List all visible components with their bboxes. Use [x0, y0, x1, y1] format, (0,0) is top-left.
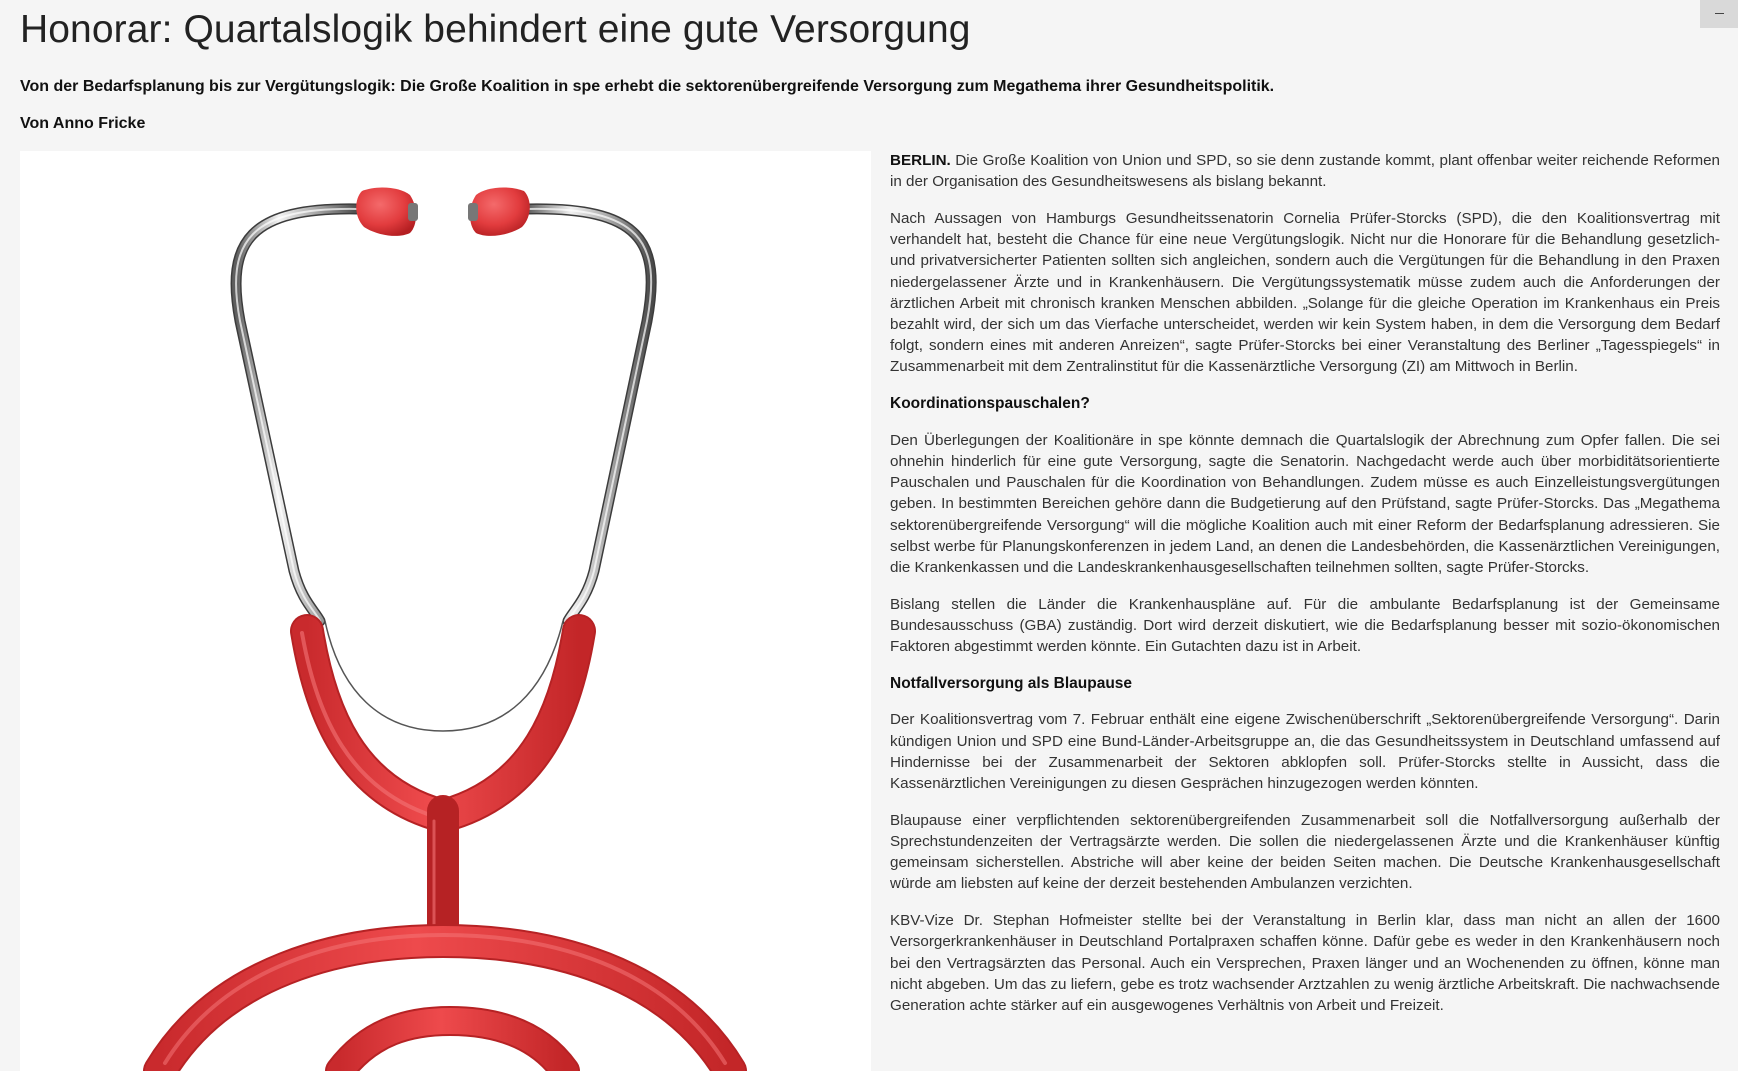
article-title: Honorar: Quartalslogik behindert eine gute Versorgung [20, 8, 971, 51]
article-body [890, 150, 1720, 1032]
article-paragraph: Nach Aussagen von Hamburgs Gesundheitssenatorin Cornelia Prüfer-Storcks (SPD), die den Koalitionsvertrag mit verhandelt hat, besteht die Chance für eine neue Vergütungslogik. Nicht nur die Honorare für die Behandlung gesetzlich- und privatversicherter Patienten sollten sich angleichen, sondern auch die Vergütungen für die Behandlung in den Praxen niedergelassener Ärzte und in Krankenhäusern. Die Vergütungssystematik müsse zudem auch die Anforderungen der ärztlichen Arbeit mit chronisch kranken Menschen abbilden. „Solange für die gleiche Operation im Krankenhaus ein Preis bezahlt wird, der sich um das Vierfache unterscheidet, werden wir kein System haben, in dem die Versorgung dem Bedarf folgt, sondern eines mit anderen Anreizen“, sagte Prüfer-Storcks bei einer Veranstaltung des Berliner „Tagesspiegels“ in Zusammenarbeit mit dem Zentralinstitut für die Kassenärztliche Versorgung (ZI) am Mittwoch in Berlin. [890, 209, 1720, 376]
article-paragraph: Der Koalitionsvertrag vom 7. Februar enthält eine eigene Zwischenüberschrift „Sektorenübergreifende Versorgung“. Darin kündigen Union und SPD eine Bund-Länder-Arbeitsgruppe an, die das Gesundheitssystem in Deutschland umfassend auf Hindernisse bei der Zusammenarbeit der Sektoren abklopfen soll. Prüfer-Storcks stellte in Aussicht, dass die Kassenärztlichen Vereinigungen zu diesen Gesprächen hinzugezogen werden könnten. [890, 711, 1720, 793]
article-image [20, 151, 871, 1071]
article-intro-paragraph [890, 150, 1720, 192]
minimize-button[interactable] [1700, 0, 1738, 28]
article-paragraph: Blaupause einer verpflichtenden sektorenübergreifenden Zusammenarbeit soll die Notfallversorgung außerhalb der Sprechstundenzeiten der Vertragsärzte werden. Die sollen die niedergelassenen Ärzte und die Krankenhäuser künftig gemeinsam sicherstellen. Abstriche will aber keine der beiden Seiten machen. Die Deutsche Krankenhausgesellschaft würde am liebsten auf keine der derzeit bestehenden Ambulanzen verzichten. [890, 811, 1720, 893]
red-tubing [160, 631, 730, 1071]
stethoscope-illustration [20, 151, 871, 1071]
article-dateline: BERLIN. [890, 152, 951, 169]
article-subheading: Notfallversorgung als Blaupause [890, 674, 1133, 692]
article-paragraph: KBV-Vize Dr. Stephan Hofmeister stellte bei der Veranstaltung in Berlin klar, dass man nicht an allen der 1600 Versorgerkrankenhäuser in Deutschland Portalpraxen schaffen könne. Dafür gebe es weder in den Krankenhäusern noch bei den Vertragsärzten das Personal. Auch ein Versprechen, Praxen länger und an Wochenenden zu öffnen, könne man nicht abgeben. Um das zu liefern, gebe es trotz wachsender Arztzahlen zu wenig ärztliche Arbeitskraft. Die nachwachsende Generation achte stärker auf ein ausgewogenes Verhältnis von Arbeit und Freizeit. [890, 912, 1720, 1014]
ear-tips [356, 188, 530, 236]
article-lead: Von der Bedarfsplanung bis zur Vergütungslogik: Die Große Koalition in spe erhebt die sektorenübergreifende Versorgung zum Megathema ihrer Gesundheitspolitik. [20, 78, 1275, 95]
article-byline: Von Anno Fricke [20, 115, 146, 132]
article-intro-text: Die Große Koalition von Union und SPD, so sie denn zustande kommt, plant offenbar weiter reichende Reformen in der Organisation des Gesundheitswesens als bislang bekannt. [890, 152, 1720, 191]
article-paragraph: Bislang stellen die Länder die Krankenhauspläne auf. Für die ambulante Bedarfsplanung ist der Gemeinsame Bundesausschuss (GBA) zuständig. Dort wird derzeit diskutiert, wie die Bedarfsplanung besser mit sozio-ökonomischen Faktoren abgestimmt werden könnte. Ein Gutachten dazu ist in Arbeit. [890, 595, 1720, 656]
minimize-icon [1715, 13, 1724, 14]
article-paragraph: Den Überlegungen der Koalitionäre in spe könnte demnach die Quartalslogik der Abrechnung zum Opfer fallen. Die sei ohnehin hinderlich für eine gute Versorgung, sagte die Senatorin. Nachgedacht werde auch über morbiditätsorientierte Pauschalen und Pauschalen für die Koordination von Behandlungen. Zudem müsse es auch Einzelleistungsvergütungen geben. In bestimmten Bereichen gehöre dann die Budgetierung auf den Prüfstand, sagte Prüfer-Storcks. Das „Megathema sektorenübergreifende Versorgung“ will die mögliche Koalition auch mit einer Reform der Bedarfsplanung adressieren. Sie selbst werbe für Planungskonferenzen in jedem Land, an denen die Landesbehörden, die Kassenärztlichen Vereinigungen, die Krankenkassen und die Landeskrankenhausgesellschaften teilnehmen sollten, sagte Prüfer-Storcks. [890, 431, 1720, 576]
article-subheading: Koordinationspauschalen? [890, 395, 1090, 413]
